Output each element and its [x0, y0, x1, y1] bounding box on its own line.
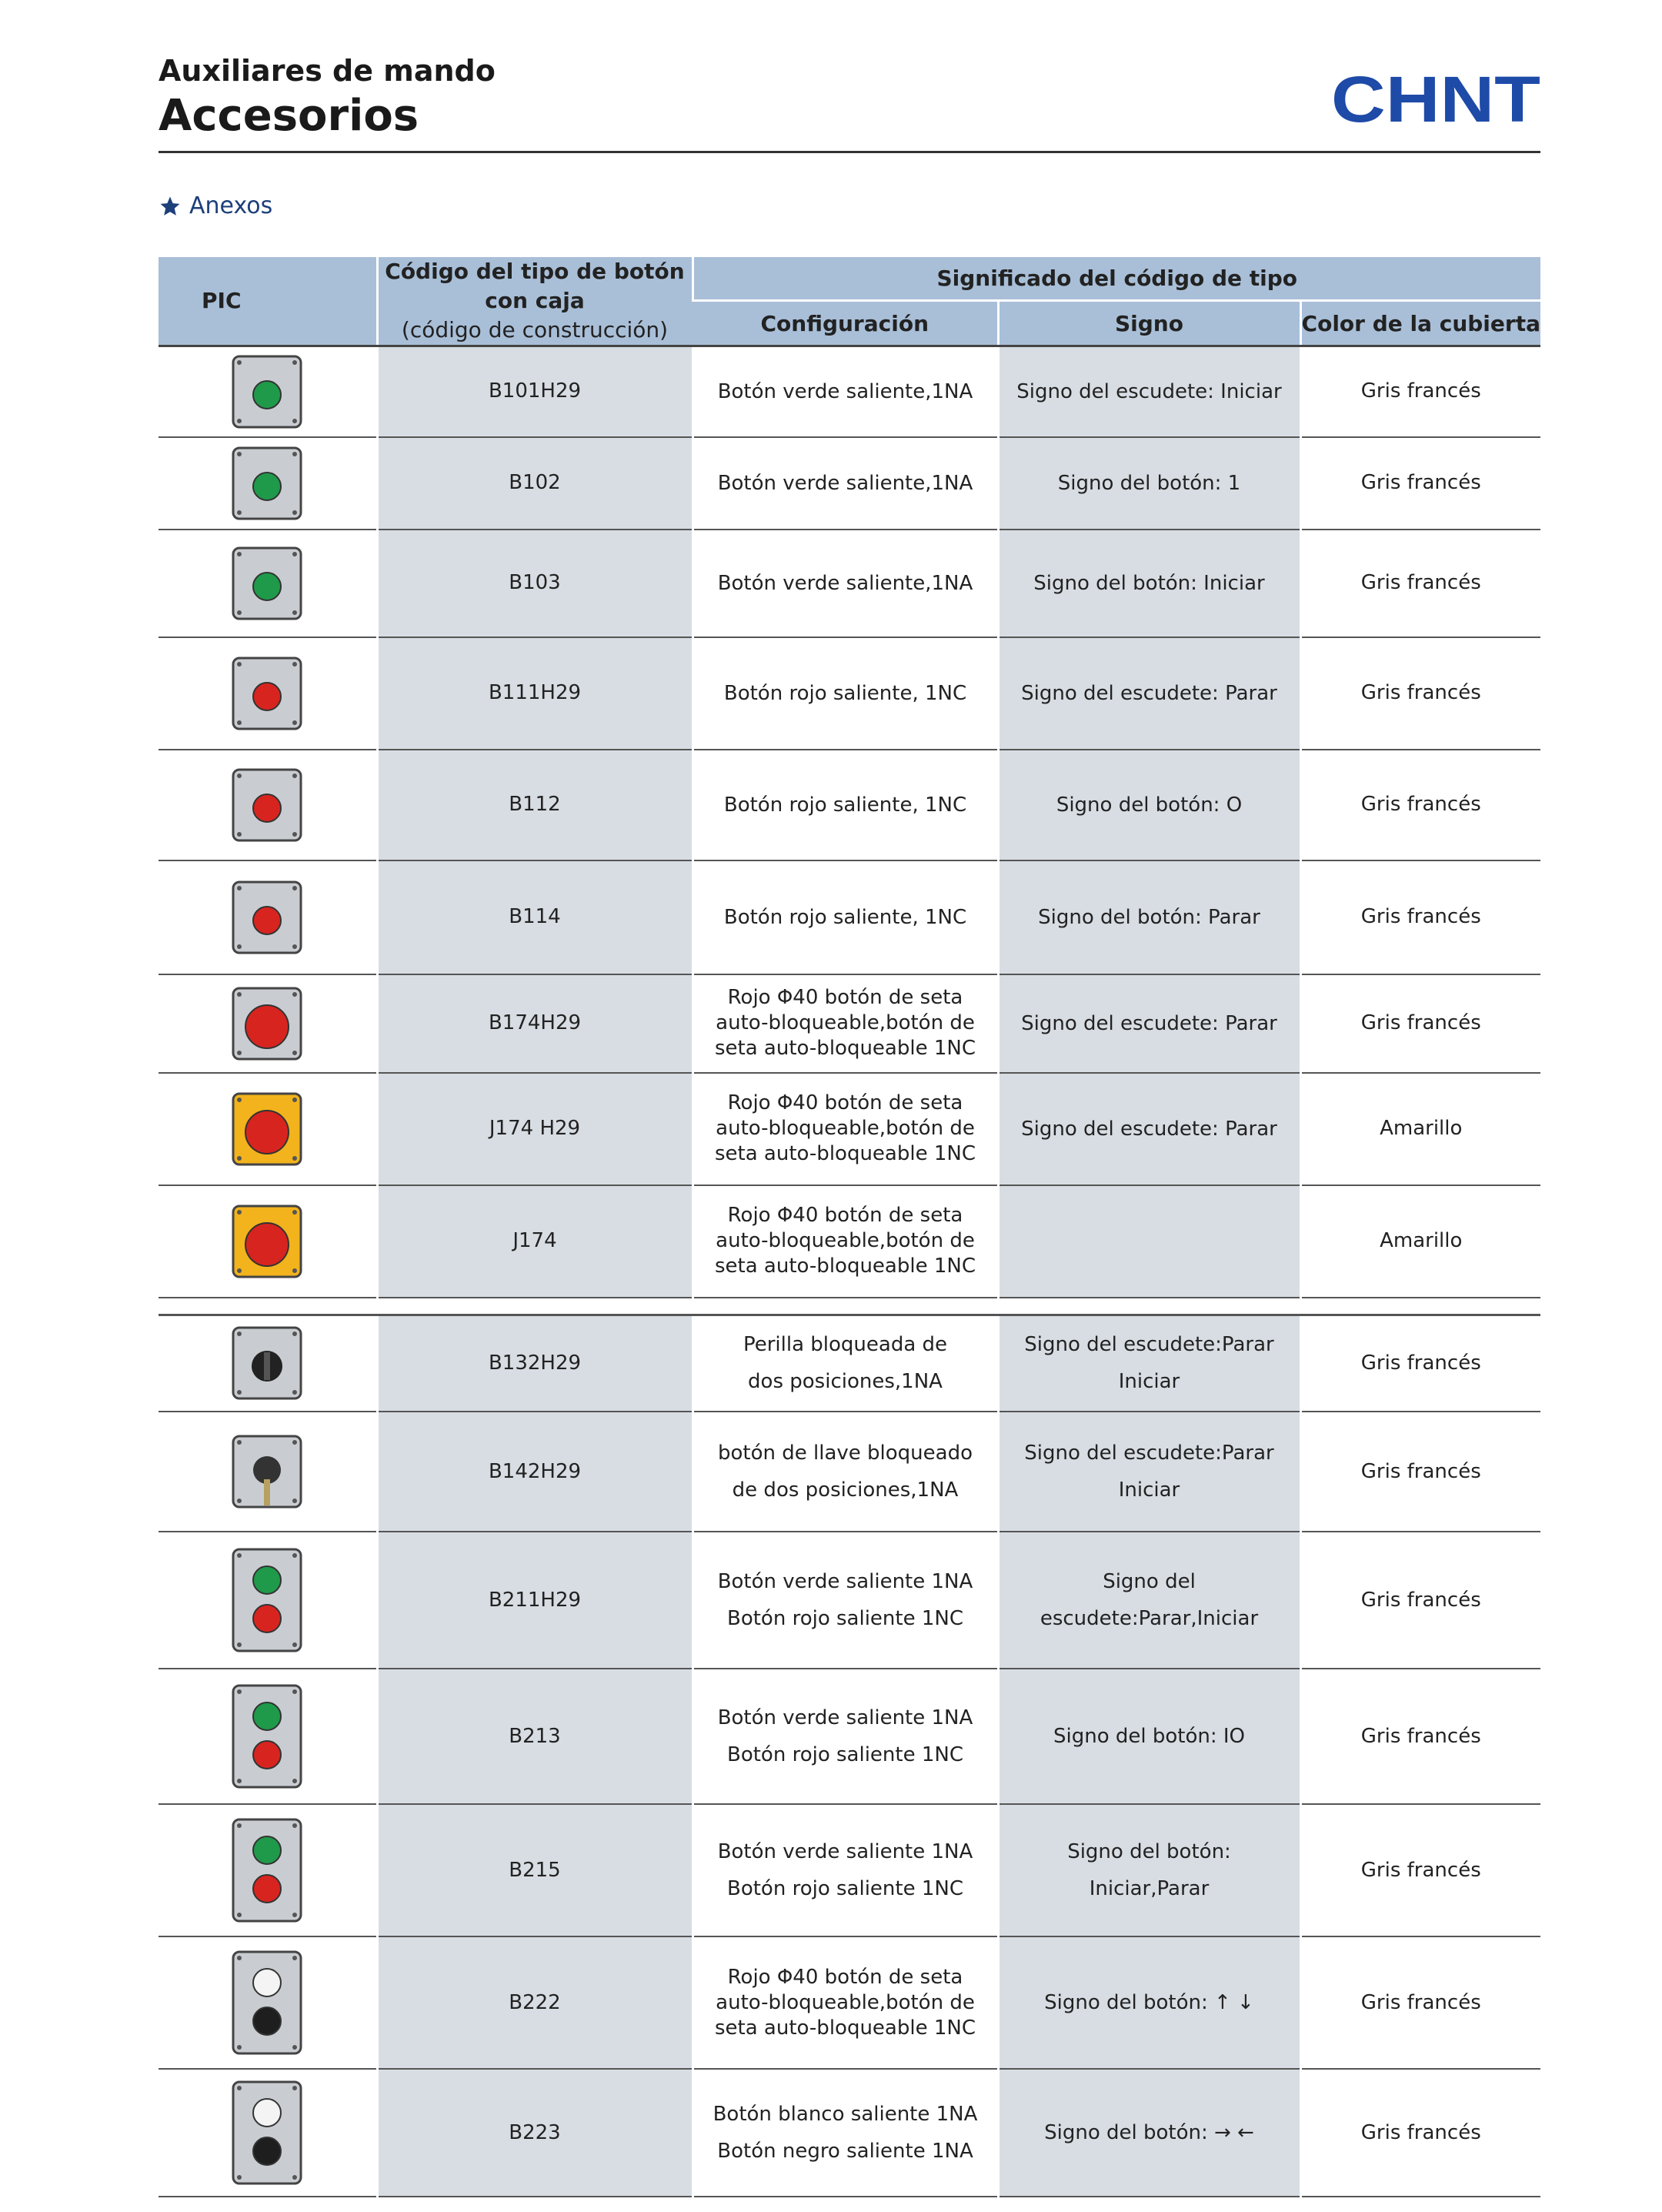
config-text: [699, 1091, 993, 1167]
config-text: [699, 787, 993, 824]
product-image: [229, 545, 305, 622]
screw-icon: [292, 1913, 297, 1917]
screw-icon: [292, 944, 297, 949]
cell-config: [692, 974, 998, 1073]
product-table: [159, 257, 1540, 2197]
screw-icon: [237, 1098, 242, 1102]
screw-icon: [237, 1268, 242, 1273]
config-text: [699, 2096, 993, 2170]
cell-config: [692, 1412, 998, 1532]
cell-pic: [159, 1315, 377, 1412]
sign-text: [1004, 1005, 1295, 1042]
page-title: Accesorios: [159, 91, 419, 141]
sign-text: [1004, 1435, 1295, 1509]
enclosure-body: [233, 1952, 301, 2053]
cell-config: [692, 2069, 998, 2197]
config-text-line: Rojo Φ40 botón de seta: [727, 1965, 963, 1989]
table-row: [159, 860, 1540, 974]
cell-pic: [159, 974, 377, 1073]
table-row: [159, 1669, 1540, 1804]
screw-icon: [237, 2175, 242, 2180]
product-image: [229, 1203, 305, 1280]
cell-config: [692, 346, 998, 437]
sign-text-line: Signo del escudete: Parar: [1021, 681, 1277, 705]
sign-text-line: Iniciar,Parar: [1089, 1877, 1210, 1900]
screw-icon: [237, 774, 242, 778]
config-text-line: Botón rojo saliente 1NC: [726, 1877, 963, 1900]
screw-icon: [237, 552, 242, 556]
sign-text-line: Signo del escudete: Parar: [1021, 1011, 1277, 1035]
cell-code: J174: [377, 1185, 692, 1298]
screw-icon: [292, 510, 297, 515]
screw-icon: [292, 1051, 297, 1055]
page-header: [159, 54, 496, 141]
config-text-line: Botón blanco saliente 1NA: [713, 2103, 978, 2126]
mushroom-button-icon: [245, 1223, 289, 1266]
config-text-line: Botón verde saliente,1NA: [717, 571, 973, 595]
screw-icon: [292, 662, 297, 667]
config-text: [699, 1435, 993, 1509]
cell-code: B213: [377, 1669, 692, 1804]
screw-icon: [292, 452, 297, 456]
screw-icon: [237, 1779, 242, 1783]
cell-config: [692, 637, 998, 750]
screw-icon: [237, 1823, 242, 1828]
cell-sign: [998, 1669, 1300, 1804]
config-text-line: auto-bloqueable,botón de: [716, 1229, 975, 1252]
screw-icon: [292, 1268, 297, 1273]
section-label-text: Anexos: [189, 192, 273, 219]
product-image: [229, 1433, 305, 1510]
cell-code: B103: [377, 530, 692, 637]
screw-icon: [237, 1332, 242, 1336]
config-text-line: auto-bloqueable,botón de: [716, 1011, 975, 1034]
screw-icon: [237, 992, 242, 997]
header-divider: [159, 151, 1540, 153]
product-image: [229, 2079, 305, 2187]
green-button-icon: [253, 473, 281, 500]
page-subtitle: Auxiliares de mando: [159, 54, 496, 88]
config-text: [699, 465, 993, 502]
sign-text: [1004, 565, 1295, 602]
key-icon: [264, 1479, 270, 1505]
sign-text: [1004, 1111, 1295, 1148]
sign-text: [1004, 675, 1295, 712]
config-text-line: seta auto-bloqueable 1NC: [715, 1255, 976, 1278]
product-image: [229, 1325, 305, 1402]
screw-icon: [292, 1098, 297, 1102]
screw-icon: [237, 1553, 242, 1558]
cell-sign: [998, 860, 1300, 974]
config-text: [699, 1563, 993, 1637]
cell-sign: [998, 637, 1300, 750]
config-text-line: Botón negro saliente 1NA: [717, 2140, 973, 2163]
cell-code: B102: [377, 437, 692, 530]
cell-config: [692, 437, 998, 530]
cell-config: [692, 1315, 998, 1412]
cell-code: B101H29: [377, 346, 692, 437]
cell-code: B222: [377, 1936, 692, 2069]
config-text: [699, 675, 993, 712]
config-text-line: Botón rojo saliente 1NC: [726, 1743, 963, 1766]
enclosure-body: [233, 1549, 301, 1651]
config-text-line: Botón verde saliente 1NA: [717, 1706, 973, 1729]
sign-text-line: Signo del escudete: Parar: [1021, 1117, 1277, 1141]
cell-cover: Gris francés: [1300, 637, 1540, 750]
screw-icon: [237, 832, 242, 837]
config-text: [699, 1699, 993, 1773]
cell-config: [692, 1532, 998, 1669]
screw-icon: [237, 720, 242, 725]
green-button-icon: [253, 1836, 281, 1864]
sign-text: [1004, 373, 1295, 410]
config-text: [699, 1326, 993, 1400]
table-row: [159, 1412, 1540, 1532]
cell-sign: [998, 1315, 1300, 1412]
config-text-line: auto-bloqueable,botón de: [716, 1990, 975, 2014]
product-image: [229, 985, 305, 1062]
screw-icon: [292, 1440, 297, 1445]
config-text-line: Botón verde saliente,1NA: [717, 471, 973, 495]
screw-icon: [237, 1210, 242, 1215]
screw-icon: [237, 1390, 242, 1395]
sign-text-line: Signo del botón: ↑ ↓: [1044, 1991, 1254, 2014]
sign-text: [1004, 1326, 1295, 1400]
screw-icon: [292, 610, 297, 615]
green-button-icon: [253, 573, 281, 600]
red-button-icon: [253, 1741, 281, 1769]
black-button-icon: [253, 2007, 281, 2035]
sign-text: [1004, 465, 1295, 502]
sign-text-line: Signo del botón: O: [1056, 793, 1243, 817]
section-label: [159, 192, 272, 219]
cell-pic: [159, 1073, 377, 1185]
cell-cover: Gris francés: [1300, 2069, 1540, 2197]
cell-sign: [998, 1532, 1300, 1669]
config-text-line: Rojo Φ40 botón de seta: [727, 1204, 963, 1227]
cell-config: [692, 1185, 998, 1298]
screw-icon: [292, 1642, 297, 1647]
config-text-line: Botón verde saliente 1NA: [717, 1570, 973, 1593]
cell-pic: [159, 530, 377, 637]
cell-pic: [159, 437, 377, 530]
cell-pic: [159, 1532, 377, 1669]
sign-text: [1004, 1984, 1295, 2021]
cell-code: B111H29: [377, 637, 692, 750]
cell-sign: [998, 1073, 1300, 1185]
config-text-line: Perilla bloqueada de: [743, 1333, 948, 1357]
product-image: [229, 445, 305, 522]
screw-icon: [292, 1156, 297, 1161]
table-gap: [159, 1298, 1540, 1315]
sign-text-line: Signo del botón: Iniciar: [1033, 571, 1265, 595]
cell-pic: [159, 1804, 377, 1936]
table-row: [159, 637, 1540, 750]
screw-icon: [237, 1913, 242, 1917]
screw-icon: [292, 360, 297, 365]
cell-code: B174H29: [377, 974, 692, 1073]
cell-code: B112: [377, 750, 692, 860]
screw-icon: [237, 1689, 242, 1694]
cell-cover: Gris francés: [1300, 860, 1540, 974]
sign-text-line: Signo del botón: 1: [1057, 471, 1241, 495]
screw-icon: [292, 419, 297, 423]
screw-icon: [292, 774, 297, 778]
cell-sign: [998, 1185, 1300, 1298]
screw-icon: [292, 720, 297, 725]
screw-icon: [237, 1156, 242, 1161]
sign-text: [1004, 1718, 1295, 1755]
config-text-line: Botón verde saliente,1NA: [717, 379, 973, 403]
table-row: [159, 1185, 1540, 1298]
config-text: [699, 1203, 993, 1279]
cell-cover: Gris francés: [1300, 1936, 1540, 2069]
screw-icon: [237, 360, 242, 365]
cell-code: B223: [377, 2069, 692, 2197]
green-button-icon: [253, 1566, 281, 1594]
config-text-line: seta auto-bloqueable 1NC: [715, 1142, 976, 1165]
sign-text: [1004, 1833, 1295, 1907]
sign-text: [1004, 787, 1295, 824]
screw-icon: [292, 1956, 297, 1960]
cell-cover: Amarillo: [1300, 1073, 1540, 1185]
screw-icon: [292, 1499, 297, 1503]
cell-sign: [998, 750, 1300, 860]
product-image: [229, 353, 305, 430]
red-button-icon: [253, 907, 281, 934]
red-button-icon: [253, 683, 281, 710]
screw-icon: [292, 1689, 297, 1694]
cell-cover: Amarillo: [1300, 1185, 1540, 1298]
sign-text-line: Signo del escudete:Parar Iniciar: [1024, 1333, 1274, 1394]
table-row: [159, 974, 1540, 1073]
sign-text: [1004, 1563, 1295, 1637]
sign-text-line: Signo del escudete:Parar Iniciar: [1024, 1442, 1274, 1502]
config-text-line: auto-bloqueable,botón de: [716, 1117, 975, 1140]
header-sign: Signo: [998, 301, 1300, 346]
sign-text: [1004, 899, 1295, 936]
green-button-icon: [253, 1702, 281, 1730]
screw-icon: [292, 1553, 297, 1558]
table-row: [159, 2069, 1540, 2197]
config-text-line: Botón verde saliente 1NA: [717, 1840, 973, 1863]
screw-icon: [237, 510, 242, 515]
cell-config: [692, 1073, 998, 1185]
screw-icon: [237, 419, 242, 423]
table-row: [159, 1315, 1540, 1412]
screw-icon: [292, 2045, 297, 2050]
cell-cover: Gris francés: [1300, 1669, 1540, 1804]
header-config: Configuración: [692, 301, 998, 346]
config-text-line: seta auto-bloqueable 1NC: [715, 2016, 976, 2040]
enclosure-body: [233, 1819, 301, 1921]
cell-cover: Gris francés: [1300, 437, 1540, 530]
sign-text-line: Signo del botón:: [1067, 1840, 1231, 1863]
table-row: [159, 1532, 1540, 1669]
sign-text-line: Signo del escudete:Parar,Iniciar: [1040, 1570, 1259, 1630]
sign-text-line: Signo del escudete: Iniciar: [1016, 379, 1282, 403]
table-row: [159, 437, 1540, 530]
config-text-line: de dos posiciones,1NA: [732, 1479, 959, 1502]
header-pic: PIC: [159, 257, 377, 346]
screw-icon: [292, 1332, 297, 1336]
star-icon: [159, 195, 182, 218]
cell-config: [692, 750, 998, 860]
config-text: [699, 565, 993, 602]
screw-icon: [292, 832, 297, 837]
cell-cover: Gris francés: [1300, 346, 1540, 437]
cell-cover: Gris francés: [1300, 530, 1540, 637]
mushroom-button-icon: [245, 1111, 289, 1154]
product-image: [229, 1949, 305, 2057]
cell-sign: [998, 1412, 1300, 1532]
cell-code: B114: [377, 860, 692, 974]
enclosure-body: [233, 2082, 301, 2184]
sign-text-line: Signo del botón: → ←: [1044, 2121, 1254, 2144]
screw-icon: [292, 1823, 297, 1828]
config-text: [699, 373, 993, 410]
screw-icon: [237, 1051, 242, 1055]
table-row: [159, 750, 1540, 860]
cell-config: [692, 1936, 998, 2069]
cell-sign: [998, 2069, 1300, 2197]
table-row: [159, 530, 1540, 637]
product-image: [229, 879, 305, 956]
red-button-icon: [253, 1875, 281, 1903]
screw-icon: [237, 2045, 242, 2050]
sign-text-line: Signo del botón: IO: [1053, 1725, 1246, 1748]
white-button-icon: [253, 2099, 281, 2127]
cell-pic: [159, 1412, 377, 1532]
screw-icon: [292, 2175, 297, 2180]
screw-icon: [237, 1499, 242, 1503]
product-image: [229, 1816, 305, 1924]
black-button-icon: [253, 2137, 281, 2165]
screw-icon: [237, 2086, 242, 2090]
cell-sign: [998, 346, 1300, 437]
chnt-logo: [1331, 66, 1540, 131]
cell-cover: Gris francés: [1300, 1412, 1540, 1532]
brand-text: CHNT: [1331, 66, 1540, 131]
screw-icon: [292, 1779, 297, 1783]
config-text-line: dos posiciones,1NA: [748, 1370, 943, 1394]
screw-icon: [237, 662, 242, 667]
cell-pic: [159, 750, 377, 860]
sign-text: [1004, 2114, 1295, 2151]
product-image: [229, 1546, 305, 1654]
product-image: [229, 1682, 305, 1790]
cell-pic: [159, 1936, 377, 2069]
mushroom-button-icon: [245, 1005, 289, 1048]
config-text: [699, 899, 993, 936]
screw-icon: [237, 1956, 242, 1960]
cell-pic: [159, 1185, 377, 1298]
green-button-icon: [253, 381, 281, 409]
cell-cover: Gris francés: [1300, 1804, 1540, 1936]
red-button-icon: [253, 1605, 281, 1632]
cell-sign: [998, 1936, 1300, 2069]
header-meaning: Significado del código de tipo: [692, 257, 1540, 301]
config-text-line: Botón rojo saliente 1NC: [726, 1607, 963, 1630]
cell-code: B215: [377, 1804, 692, 1936]
cell-cover: Gris francés: [1300, 750, 1540, 860]
cell-cover: Gris francés: [1300, 974, 1540, 1073]
config-text-line: Botón rojo saliente, 1NC: [723, 681, 967, 705]
cell-pic: [159, 637, 377, 750]
config-text-line: Botón rojo saliente, 1NC: [723, 793, 967, 817]
cell-pic: [159, 1669, 377, 1804]
sign-text-line: Signo del botón: Parar: [1038, 905, 1260, 929]
screw-icon: [292, 1210, 297, 1215]
cell-code: J174 H29: [377, 1073, 692, 1185]
product-image: [229, 1091, 305, 1168]
cell-pic: [159, 860, 377, 974]
screw-icon: [237, 1642, 242, 1647]
config-text-line: Rojo Φ40 botón de seta: [727, 1091, 963, 1114]
screw-icon: [237, 944, 242, 949]
cell-pic: [159, 346, 377, 437]
cell-code: B211H29: [377, 1532, 692, 1669]
cell-code: B132H29: [377, 1315, 692, 1412]
config-text-line: Botón rojo saliente, 1NC: [723, 905, 967, 929]
table-row: [159, 346, 1540, 437]
product-image: [229, 767, 305, 844]
cell-pic: [159, 2069, 377, 2197]
cell-config: [692, 1669, 998, 1804]
cell-sign: [998, 530, 1300, 637]
screw-icon: [237, 886, 242, 890]
cell-config: [692, 860, 998, 974]
cell-config: [692, 530, 998, 637]
white-button-icon: [253, 1969, 281, 1996]
table-row: [159, 1804, 1540, 1936]
table-row: [159, 1073, 1540, 1185]
screw-icon: [292, 886, 297, 890]
cell-cover: Gris francés: [1300, 1315, 1540, 1412]
screw-icon: [237, 452, 242, 456]
screw-icon: [292, 2086, 297, 2090]
cell-sign: [998, 1804, 1300, 1936]
cell-code: B142H29: [377, 1412, 692, 1532]
config-text: [699, 1833, 993, 1907]
cell-sign: [998, 437, 1300, 530]
cell-sign: [998, 974, 1300, 1073]
red-button-icon: [253, 794, 281, 822]
product-image: [229, 655, 305, 732]
screw-icon: [292, 1390, 297, 1395]
config-text-line: botón de llave bloqueado: [717, 1442, 973, 1465]
screw-icon: [237, 1440, 242, 1445]
screw-icon: [292, 552, 297, 556]
screw-icon: [292, 992, 297, 997]
cell-config: [692, 1804, 998, 1936]
config-text-line: Rojo Φ40 botón de seta: [727, 986, 963, 1009]
header-cover: Color de la cubierta: [1300, 301, 1540, 346]
screw-icon: [237, 610, 242, 615]
header-code: Código del tipo de botón con caja (código de construcción): [377, 257, 692, 346]
config-text: [699, 1965, 993, 2041]
table-row: [159, 1936, 1540, 2069]
config-text-line: seta auto-bloqueable 1NC: [715, 1037, 976, 1060]
config-text: [699, 985, 993, 1061]
cell-cover: Gris francés: [1300, 1532, 1540, 1669]
enclosure-body: [233, 1686, 301, 1787]
